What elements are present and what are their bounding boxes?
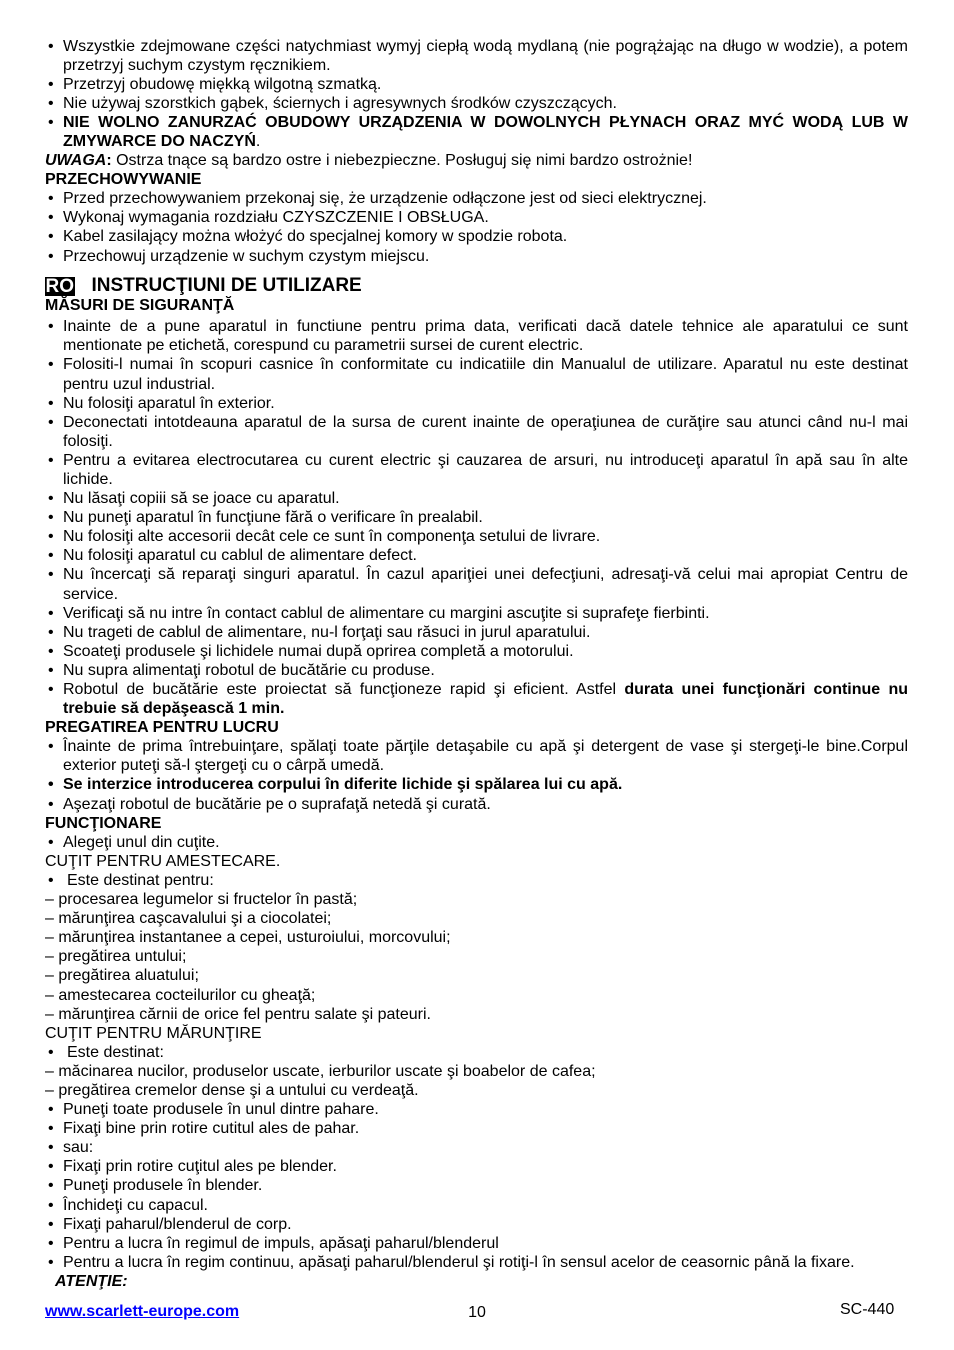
language-badge: RO — [45, 275, 74, 297]
storage-heading: PRZECHOWYWANIE — [45, 171, 202, 189]
safety-item: • Nu trageti de cablul de alimentare, nu-l forţaţi sau răsuci in jurul aparatului. — [45, 623, 908, 642]
safety-heading: MĂSURI DE SIGURANŢĂ — [45, 297, 235, 315]
cleaning-warning-end: . — [255, 132, 261, 150]
safety-list — [45, 317, 908, 718]
safety-item: • Inainte de a pune aparatul in functiune pentru prima data, verificati dacă datele tehnice ale aparatului ce sunt mentionate pe etichetă, corespund cu parametrii sursei de curent electric. — [45, 317, 908, 355]
model-number: SC-440 — [840, 1301, 895, 1318]
chopping-knife-use: – măcinarea nucilor, produselor uscate, ierburilor uscate şi boabelor de cafea; — [45, 1062, 596, 1080]
operation-step: • Închideţi cu capacul. — [45, 1196, 908, 1215]
chopping-knife-use: – pregătirea cremelor dense şi a untului cu verdeaţă. — [45, 1081, 419, 1099]
storage-instruction-item: • Przechowuj urządzenie w suchym czystym miejscu. — [45, 247, 908, 266]
operation-step: • Pentru a lucra în regimul de impuls, apăsaţi paharul/blenderul — [45, 1234, 908, 1253]
preparation-item: • Înainte de prima întrebuinţare, spălaţi toate părţile detaşabile cu apă şi detergent de vase şi stergeţi-le bine.Corpul exterior puteţi să-l ştergeţi cu o cârpă umedă. — [45, 737, 908, 775]
mixing-knife-use: – mărunţirea caşcavalului şi a ciocolatei; — [45, 910, 332, 928]
operation-step: • Puneţi toate produsele în unul dintre pahare. — [45, 1100, 908, 1119]
mixing-knife-use: – mărunţirea cărnii de orice fel pentru salate şi pateuri. — [45, 1005, 431, 1023]
safety-item-duration-text: Robotul de bucătărie este proiectat să funcţioneze rapid şi eficient. Astfel — [63, 681, 625, 698]
safety-item-duration — [45, 680, 908, 718]
mixing-knife-use: – procesarea legumelor si fructelor în pastă; — [45, 891, 358, 909]
storage-instruction-item: • Wykonaj wymagania rozdziału CZYSZCZENIE I OBSŁUGA. — [45, 208, 908, 227]
preparation-heading: PREGATIREA PENTRU LUCRU — [45, 719, 279, 737]
mixing-knife-use: – pregătirea aluatului; — [45, 967, 199, 985]
storage-instruction-item: • Przed przechowywaniem przekonaj się, że urządzenie odłączone jest od sieci elektrycznej. — [45, 189, 908, 208]
manual-page-body — [45, 37, 908, 1292]
attention-label: ATENŢIE: — [55, 1272, 128, 1290]
mixing-knife-use: – amestecarea cocteilurilor cu gheaţă; — [45, 986, 316, 1004]
safety-item: • Nu puneţi aparatul în funcţiune fără o verificare în prealabil. — [45, 508, 908, 527]
mixing-knife-use: – pregătirea untului; — [45, 948, 187, 966]
caution-text: Ostrza tnące są bardzo ostre i niebezpieczne. Posługuj się nimi bardzo ostrożnie! — [111, 152, 693, 170]
caution-colon: : — [106, 152, 112, 170]
mixing-knife-heading: CUŢIT PENTRU AMESTECARE. — [45, 852, 281, 870]
cleaning-instruction-item: • Przetrzyj obudowę miękką wilgotną szmatką. — [45, 75, 908, 94]
safety-item: • Folositi-l numai în scopuri casnice în conformitate cu indicatiile din Manualul de utilizare. Aparatul nu este destinat pentru uzul industrial. — [45, 355, 908, 393]
safety-item: • Nu lăsaţi copiii să se joace cu aparatul. — [45, 489, 908, 508]
operation-step: • Fixaţi paharul/blenderul de corp. — [45, 1215, 908, 1234]
mixing-knife-intro: • Este destinat pentru: — [45, 871, 908, 890]
cleaning-warning-text: NIE WOLNO ZANURZAĆ OBUDOWY URZĄDZENIA W DOWOLNYCH PŁYNACH ORAZ MYĆ WODĄ LUB W ZMYWARCE DO NACZYŃ — [63, 113, 908, 150]
safety-item: • Nu supra alimentaţi robotul de bucătărie cu produse. — [45, 661, 908, 680]
safety-item: • Nu încercaţi să reparaţi singuri aparatul. În cazul apariţiei unei defecţiuni, adresaţi-vă celui mai apropiat Centru de service. — [45, 565, 908, 603]
safety-item: • Nu folosiţi alte accesorii decât cele ce sunt în componenţa setului de livrare. — [45, 527, 908, 546]
chopping-knife-intro: • Este destinat: — [45, 1043, 908, 1062]
section-header — [45, 276, 908, 296]
operation-step: • Fixaţi prin rotire cuţitul ales pe blender. — [45, 1157, 908, 1176]
operation-item: • Alegeţi unul din cuţite. — [45, 833, 908, 852]
safety-item: • Scoateţi produsele şi lichidele numai după oprirea completă a motorului. — [45, 642, 908, 661]
safety-item: • Nu folosiţi aparatul cu cablul de alimentare defect. — [45, 546, 908, 565]
safety-item-duration-bold: durata unei funcţionări continue nu trebuie să depăşească 1 min. — [63, 681, 908, 718]
caution-label: UWAGA — [45, 152, 107, 170]
website-link[interactable]: www.scarlett-europe.com — [45, 1303, 240, 1320]
cleaning-instruction-item: • Nie używaj szorstkich gąbek, ściernych i agresywnych środków czyszczących. — [45, 94, 908, 113]
preparation-warning-item: • Se interzice introducerea corpului în diferite lichide şi spălarea lui cu apă. — [45, 775, 908, 794]
preparation-item: • Aşezaţi robotul de bucătărie pe o suprafaţă netedă şi curată. — [45, 795, 908, 814]
operation-step: • sau: — [45, 1138, 908, 1157]
safety-item: • Pentru a evitarea electrocutarea cu curent electric şi cauzarea de arsuri, nu introduceţi aparatul în apă sau în alte lichide. — [45, 451, 908, 489]
safety-item: • Nu folosiţi aparatul în exterior. — [45, 394, 908, 413]
chopping-knife-heading: CUŢIT PENTRU MĂRUNŢIRE — [45, 1024, 262, 1042]
cleaning-instruction-item: • Wszystkie zdejmowane części natychmiast wymyj ciepłą wodą mydlaną (nie pogrążając na długo w wodzie), a potem przetrzyj suchym czystym ręcznikiem. — [45, 37, 908, 75]
safety-item: • Deconectati intotdeauna aparatul de la sursa de curent inainte de operaţiunea de curăţire sau atunci când nu-l mai folosiţi. — [45, 413, 908, 451]
operation-heading: FUNCŢIONARE — [45, 814, 162, 832]
safety-item: • Verificaţi să nu intre în contact cablul de alimentare cu margini ascuţite si suprafeţe fierbinti. — [45, 604, 908, 623]
caution-note — [45, 151, 908, 170]
mixing-knife-use: – mărunţirea instantanee a cepei, usturoiului, morcovului; — [45, 929, 451, 947]
storage-instruction-item: • Kabel zasilający można włożyć do specjalnej komory w spodzie robota. — [45, 227, 908, 246]
operation-step: • Puneţi produsele în blender. — [45, 1176, 908, 1195]
operation-step: • Pentru a lucra în regim continuu, apăsaţi paharul/blenderul şi rotiţi-l în sensul acelor de ceasornic până la fixare. — [45, 1253, 908, 1272]
operation-step: • Fixaţi bine prin rotire cutitul ales de pahar. — [45, 1119, 908, 1138]
section-title: INSTRUCŢIUNI DE UTILIZARE — [91, 275, 362, 297]
cleaning-warning-item — [45, 113, 908, 151]
page-number: 10 — [468, 1304, 486, 1321]
